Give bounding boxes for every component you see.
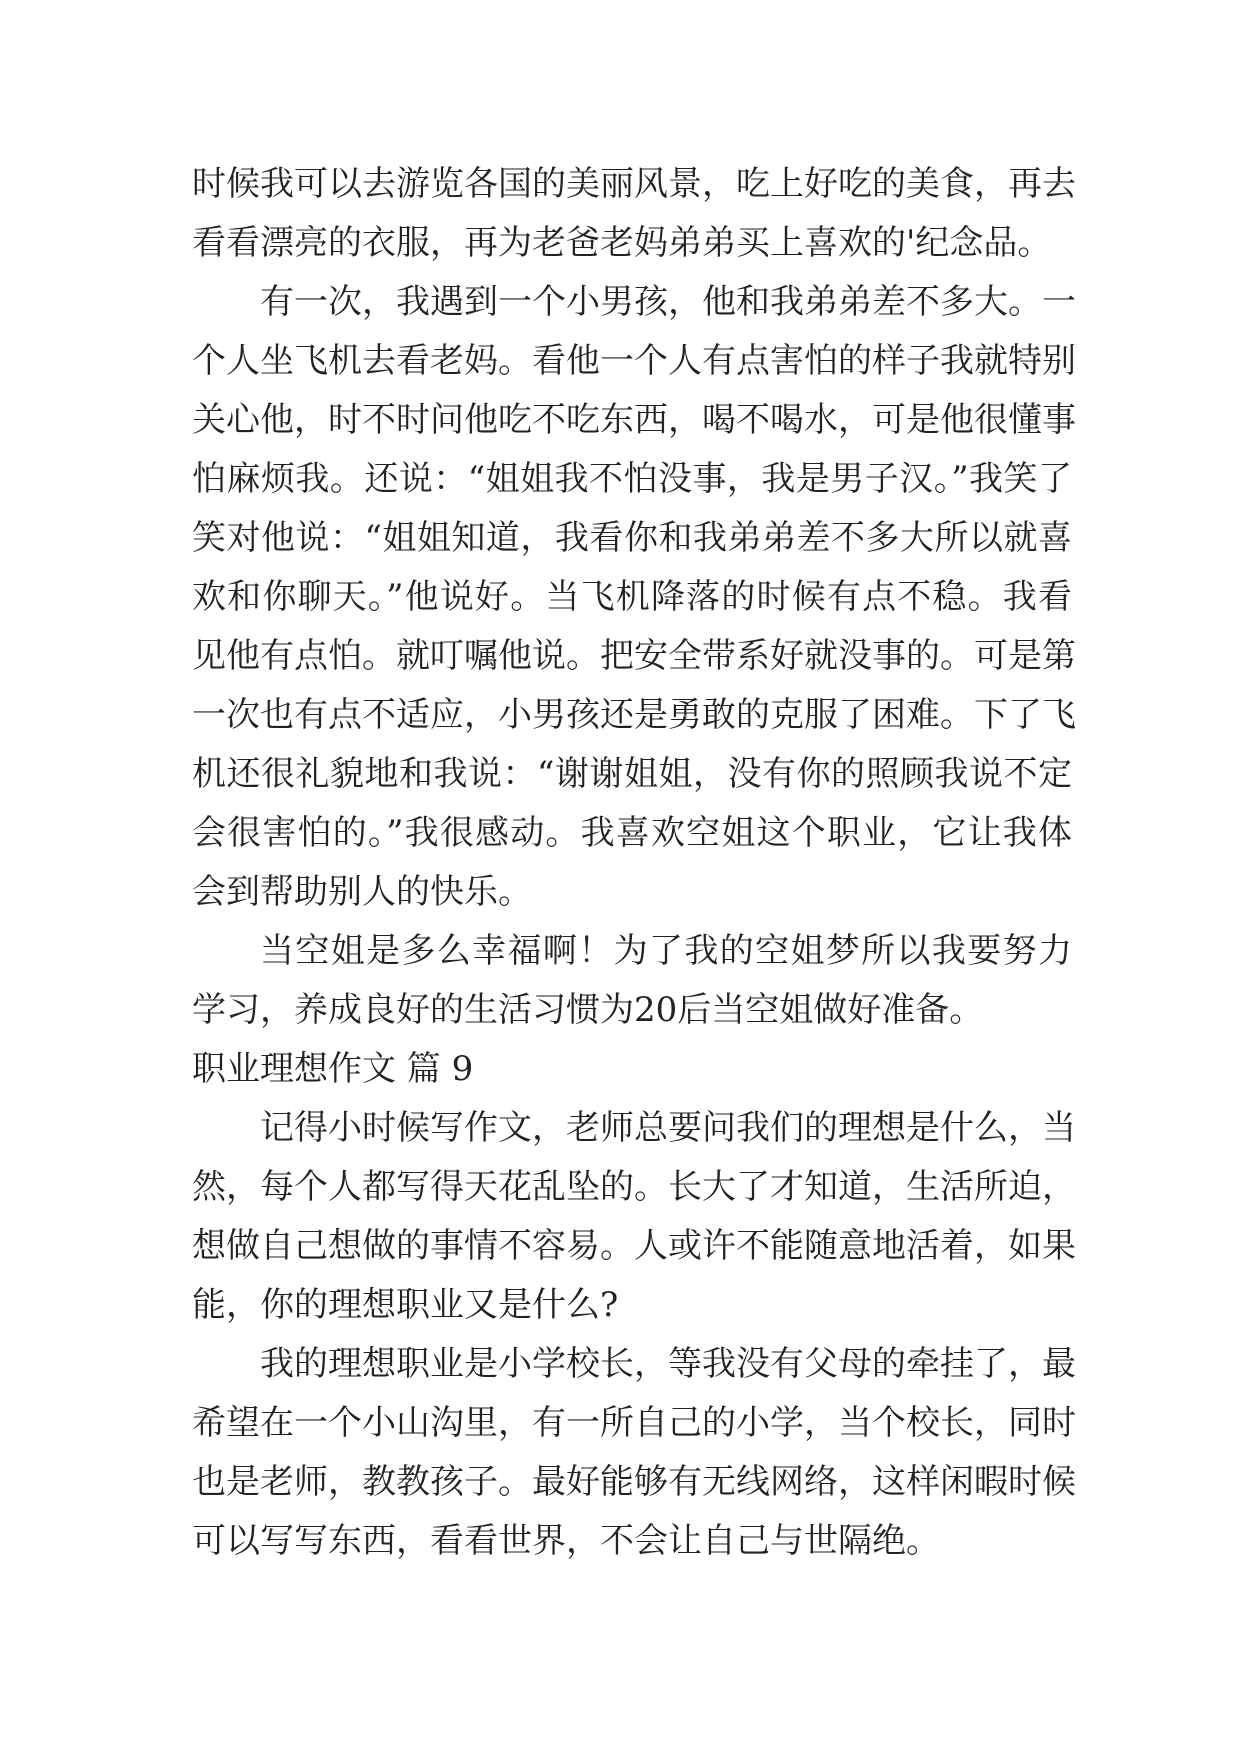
document-page	[192, 155, 1076, 1571]
text-line: 欢和你聊天。”他说好。当飞机降落的时候有点不稳。我看	[192, 577, 1072, 617]
text-line: 见他有点怕。就叮嘱他说。把安全带系好就没事的。可是第	[192, 636, 1076, 676]
text-line: 机还很礼貌地和我说：“谢谢姐姐，没有你的照顾我说不定	[192, 754, 1072, 794]
text-line: 会很害怕的。”我很感动。我喜欢空姐这个职业，它让我体	[192, 813, 1072, 853]
text-line: 个人坐飞机去看老妈。看他一个人有点害怕的样子我就特别	[192, 341, 1076, 381]
text-line: 怕麻烦我。还说：“姐姐我不怕没事，我是男子汉。”我笑了	[192, 459, 1072, 499]
text-line: 然，每个人都写得天花乱坠的。长大了才知道，生活所迫，	[192, 1167, 1076, 1207]
text-line: 看看漂亮的衣服，再为老爸老妈弟弟买上喜欢的'纪念品。	[192, 223, 1052, 263]
paragraph	[192, 273, 1076, 922]
paragraph	[192, 922, 1072, 1040]
text-line: 记得小时候写作文，老师总要问我们的理想是什么，当	[260, 1108, 1076, 1148]
text-line: 希望在一个小山沟里，有一所自己的小学，当个校长，同时	[192, 1403, 1076, 1443]
paragraph	[192, 155, 1076, 273]
text-line: 可以写写东西，看看世界，不会让自己与世隔绝。	[192, 1521, 940, 1561]
text-line: 一次也有点不适应，小男孩还是勇敢的克服了困难。下了飞	[192, 695, 1076, 735]
text-line: 我的理想职业是小学校长，等我没有父母的牵挂了，最	[260, 1344, 1076, 1384]
text-line: 当空姐是多么幸福啊！为了我的空姐梦所以我要努力	[260, 931, 1072, 971]
text-line: 会到帮助别人的快乐。	[192, 872, 532, 912]
paragraph	[192, 1335, 1076, 1571]
text-line: 时候我可以去游览各国的美丽风景，吃上好吃的美食，再去	[192, 164, 1076, 204]
text-line: 也是老师，教教孩子。最好能够有无线网络，这样闲暇时候	[192, 1462, 1076, 1502]
paragraph	[192, 1099, 1076, 1335]
text-line: 能，你的理想职业又是什么?	[192, 1285, 619, 1325]
text-line: 有一次，我遇到一个小男孩，他和我弟弟差不多大。一	[260, 282, 1076, 322]
text-line: 关心他，时不时问他吃不吃东西，喝不喝水，可是他很懂事	[192, 400, 1076, 440]
text-line: 想做自己想做的事情不容易。人或许不能随意地活着，如果	[192, 1226, 1076, 1266]
text-line: 学习，养成良好的生活习惯为20后当空姐做好准备。	[192, 990, 984, 1030]
text-line: 笑对他说：“姐姐知道，我看你和我弟弟差不多大所以就喜	[192, 518, 1072, 558]
section-heading: 职业理想作文 篇 9	[192, 1049, 474, 1089]
